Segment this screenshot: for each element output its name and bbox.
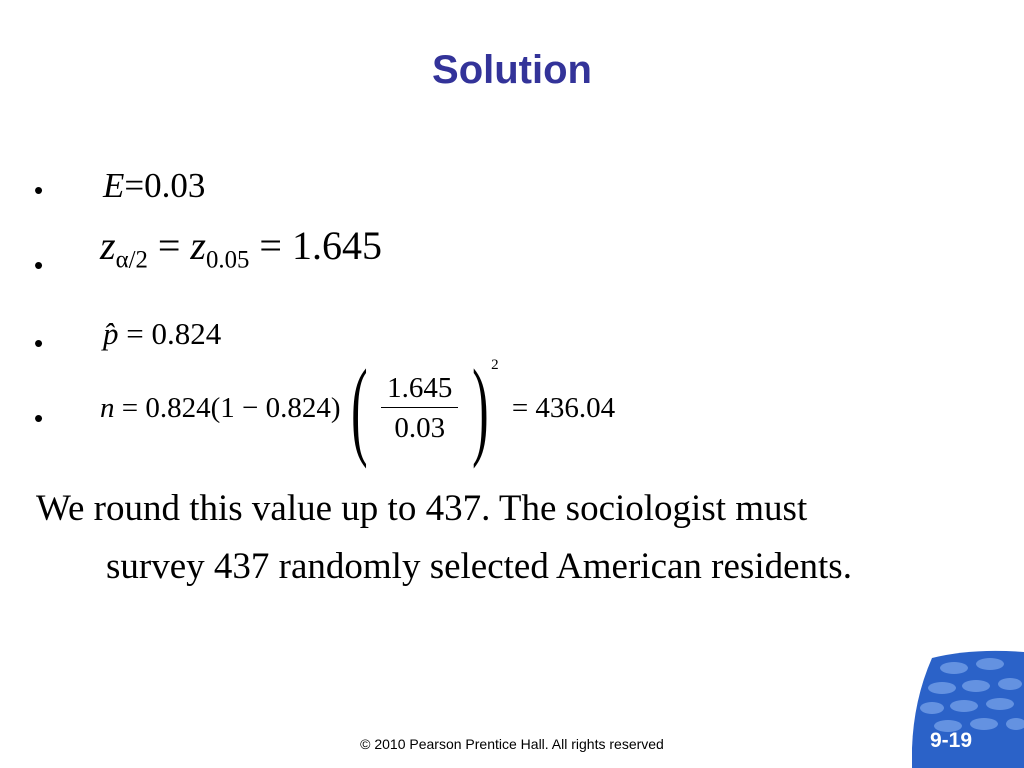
bullet-3: • [34, 328, 44, 358]
copyright-footer: © 2010 Pearson Prentice Hall. All rights reserved [360, 736, 664, 752]
eq4-variable: n [100, 391, 115, 424]
eq2-equals-2: = [249, 223, 292, 268]
eq3-operator: = [118, 316, 152, 351]
right-paren: ) [472, 347, 489, 469]
eq2-subscript-alpha: α/2 [115, 246, 148, 274]
exponent: 2 [491, 357, 499, 373]
fraction-denominator: 0.03 [394, 411, 446, 444]
conclusion-paragraph [36, 480, 996, 596]
eq3-value: 0.824 [151, 316, 222, 351]
equation-sample-size [100, 348, 615, 468]
eq2-subscript-value: 0.05 [206, 246, 250, 274]
conclusion-line-2: survey 437 randomly selected American residents. [106, 546, 852, 587]
eq2-equals-1: = [147, 223, 191, 268]
slide-number: 9-19 [930, 729, 973, 752]
equation-critical-value [100, 223, 382, 274]
eq1-value: 0.03 [144, 166, 206, 205]
left-paren: ( [350, 347, 368, 469]
eq1-variable: E [103, 166, 125, 205]
bullet-1: • [34, 175, 44, 205]
fraction-numerator: 1.645 [381, 374, 458, 408]
eq2-z1: z [100, 223, 116, 268]
eq4-rhs: = 436.04 [504, 391, 616, 424]
conclusion-line-1: We round this value up to 437. The sociologist must [36, 488, 808, 529]
slide-title: Solution [432, 48, 592, 92]
bullet-4: • [34, 403, 44, 433]
fraction [381, 371, 458, 444]
eq1-operator: = [124, 166, 145, 205]
eq2-value: 1.645 [291, 223, 382, 268]
equation-p-hat [103, 318, 221, 349]
eq2-z2: z [190, 223, 206, 268]
bullet-2: • [34, 250, 44, 280]
eq4-lhs: = 0.824(1 − 0.824) [114, 391, 341, 424]
eq3-variable: p̂ [103, 316, 119, 351]
equation-margin-of-error [103, 168, 205, 203]
